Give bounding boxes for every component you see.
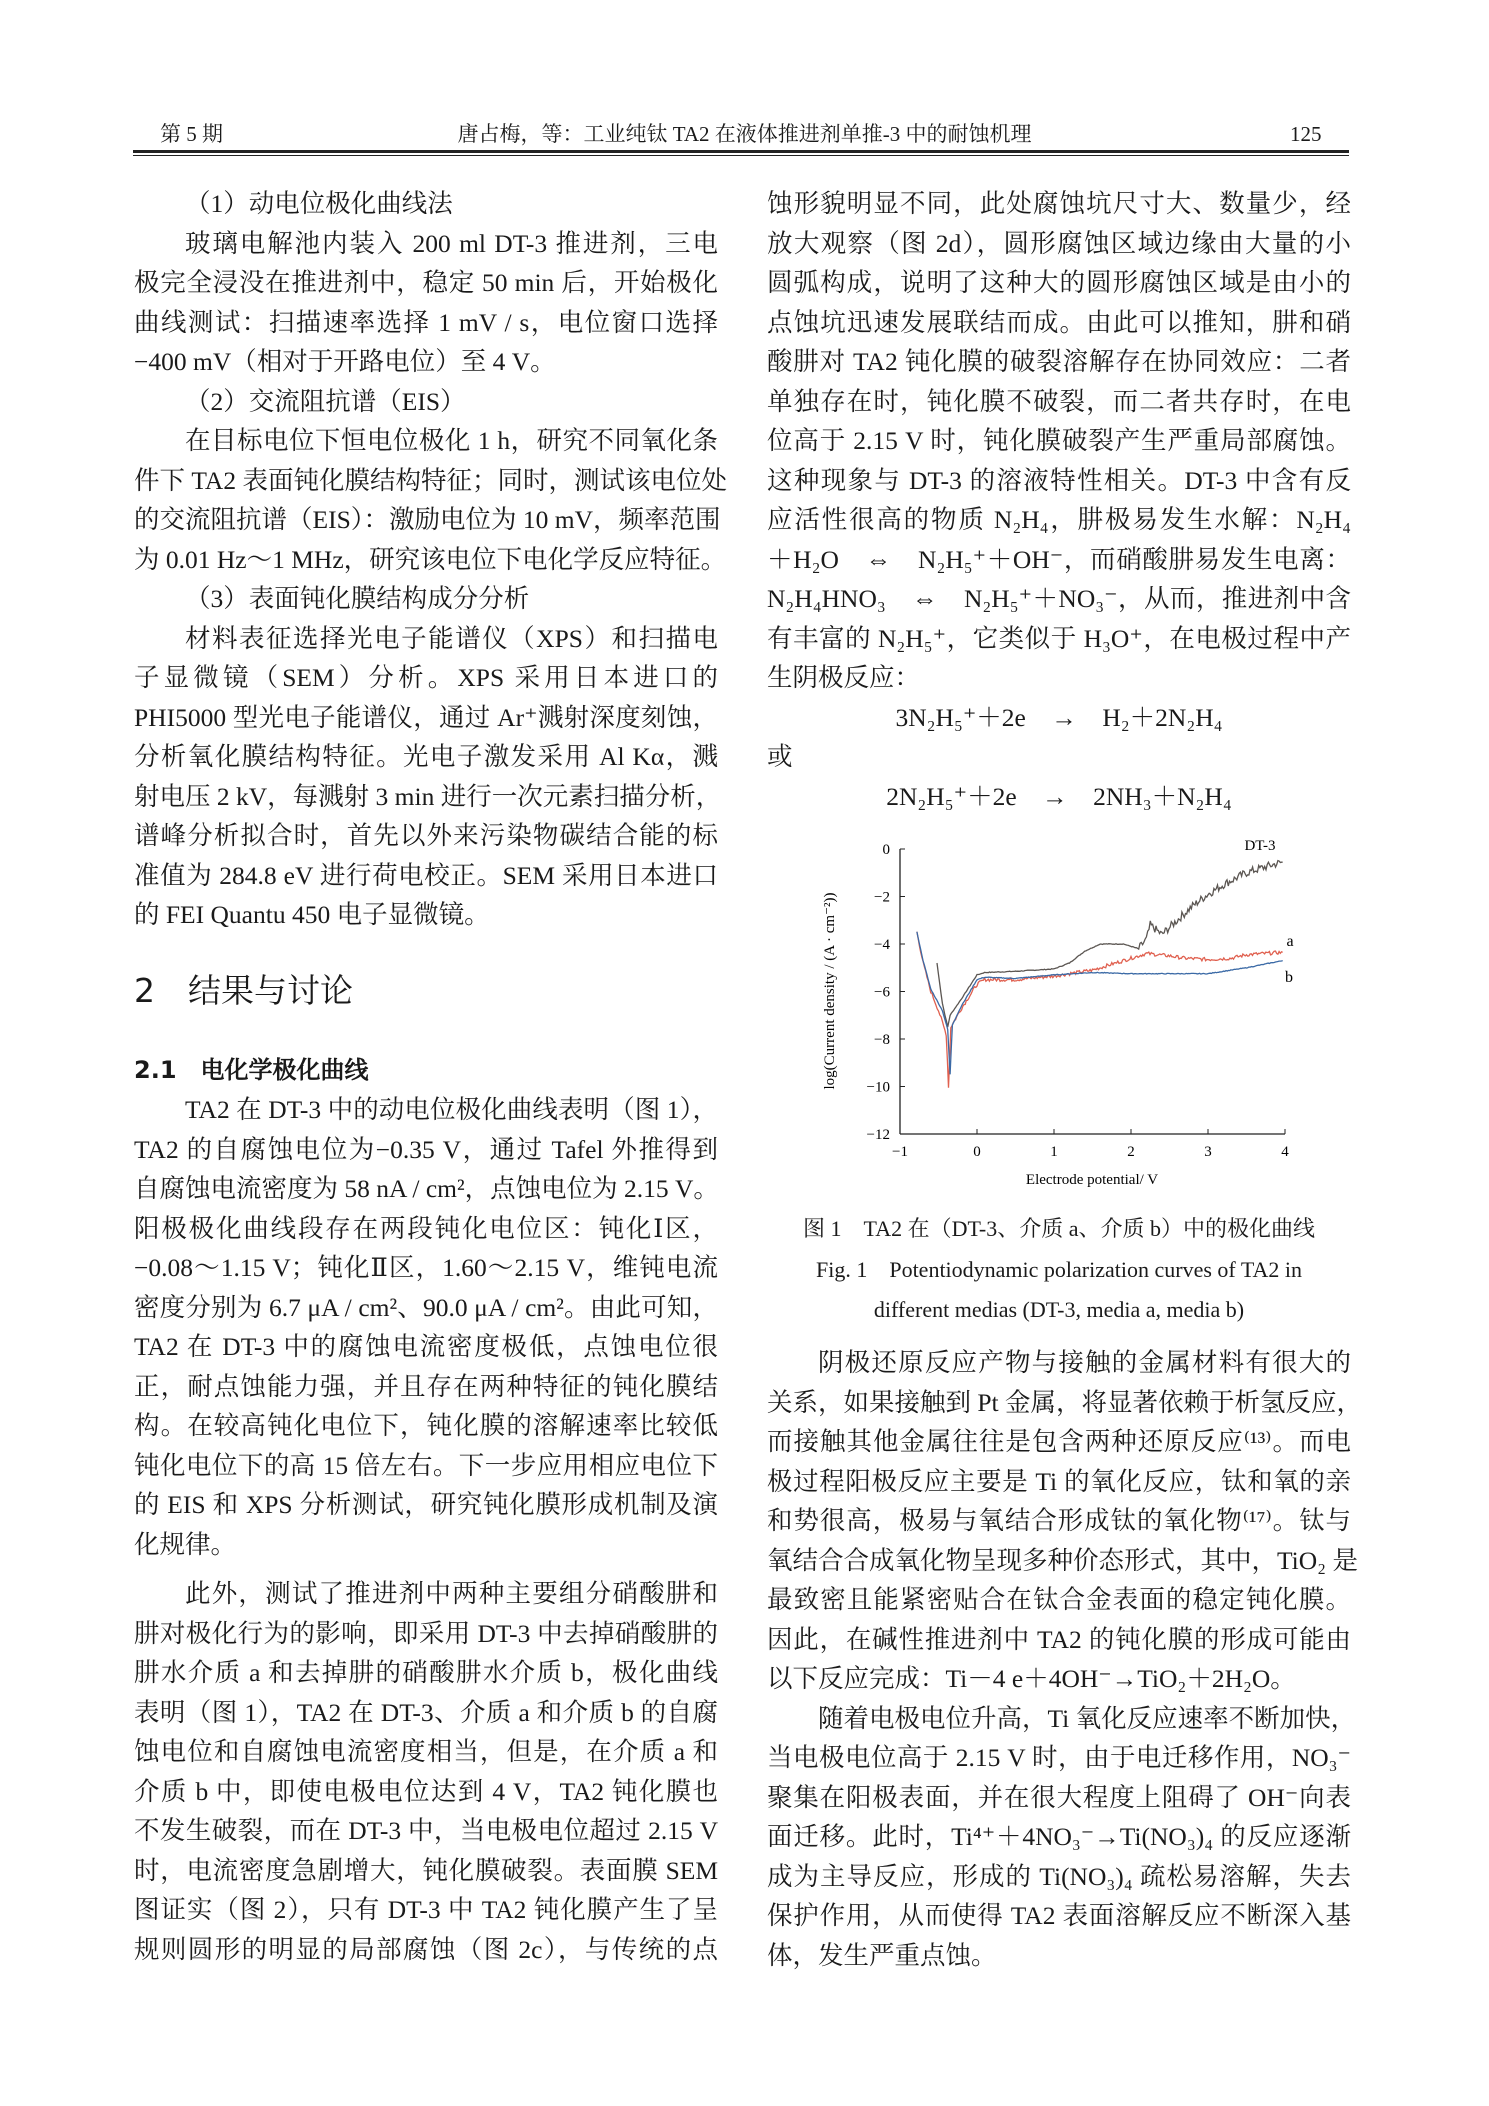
- text-line: 规则圆形的明显的局部腐蚀（图 2c），与传统的点: [134, 1934, 718, 1964]
- chart-axes: [867, 842, 1290, 1160]
- text-line: 成为主导反应，形成的 Ti(NO₃)₄ 疏松易溶解，失去: [767, 1861, 1351, 1891]
- x-tick-label: 3: [1204, 1144, 1212, 1160]
- right-column-bottom: [767, 1343, 1363, 1975]
- text-line: 和势很高，极易与氧结合形成钛的氧化物⁽¹⁷⁾。钛与: [767, 1506, 1351, 1535]
- left-column: [134, 184, 727, 1969]
- text-line: 肼对极化行为的影响，即采用 DT-3 中去掉硝酸肼的: [134, 1618, 718, 1648]
- y-tick-label: −6: [874, 984, 890, 1001]
- text-line: 玻璃电解池内装入 200 ml DT-3 推进剂，三电: [185, 228, 718, 258]
- text-line: 蚀形貌明显不同，此处腐蚀坑尺寸大、数量少，经: [767, 189, 1351, 218]
- text-line: 阴极还原反应产物与接触的金属材料有很大的: [818, 1348, 1351, 1377]
- figure-caption-cn: 图 1 TA2 在（DT-3、介质 a、介质 b）中的极化曲线: [803, 1216, 1315, 1241]
- text-line: 正，耐点蚀能力强，并且存在两种特征的钝化膜结: [134, 1371, 718, 1401]
- text-line: 准值为 284.8 eV 进行荷电校正。SEM 采用日本进口: [134, 860, 718, 890]
- series-line-dt3: [937, 861, 1283, 1028]
- x-tick-label: −1: [892, 1144, 908, 1160]
- text-line: 体，发生严重点蚀。: [767, 1940, 997, 1970]
- text-line: 的 EIS 和 XPS 分析测试，研究钝化膜形成机制及演: [134, 1490, 718, 1519]
- text-line: 而接触其他金属往往是包含两种还原反应⁽¹³⁾。而电: [767, 1427, 1351, 1456]
- y-tick-label: −10: [866, 1079, 890, 1096]
- method-heading: [134, 579, 718, 619]
- text-line: 有丰富的 N₂H₅⁺，它类似于 H₃O⁺，在电极过程中产: [767, 623, 1351, 653]
- text-line: 聚集在阳极表面，并在很大程度上阻碍了 OH⁻向表: [767, 1782, 1351, 1812]
- y-tick-label: −12: [866, 1127, 890, 1143]
- x-tick-label: 0: [973, 1144, 981, 1160]
- text-line: TA2 的自腐蚀电位为−0.35 V，通过 Tafel 外推得到: [134, 1134, 718, 1164]
- text-line: 件下 TA2 表面钝化膜结构特征；同时，测试该电位处: [134, 465, 727, 495]
- text-line: TA2 在 DT-3 中的动电位极化曲线表明（图 1），: [185, 1095, 718, 1124]
- figure-caption-en: Fig. 1 Potentiodynamic polarization curves of TA2 in: [815, 1257, 1303, 1282]
- text-line: 介质 b 中，即使电极电位达到 4 V，TA2 钝化膜也: [134, 1776, 718, 1806]
- header-rule-thin: [133, 155, 1349, 156]
- paragraph: [767, 184, 1351, 698]
- text-line: 的 FEI Quantu 450 电子显微镜。: [134, 900, 490, 929]
- text-line: 谱峰分析拟合时，首先以外来污染物碳结合能的标: [134, 821, 718, 850]
- text-line: （3）表面钝化膜结构成分分析: [185, 584, 530, 613]
- text-line: 时，电流密度急剧增大，钝化膜破裂。表面膜 SEM: [134, 1855, 718, 1885]
- text-line: 面迁移。此时，Ti⁴⁺＋4NO₃⁻→Ti(NO₃)₄ 的反应逐渐: [767, 1822, 1351, 1851]
- text-line: 极过程阳极反应主要是 Ti 的氧化反应，钛和氧的亲: [767, 1466, 1351, 1496]
- text-line: 2N₂H₅⁺＋2e → 2NH₃＋N₂H₄: [886, 781, 1232, 811]
- text-line: 为 0.01 Hz～1 MHz，研究该电位下电化学反应特征。: [134, 544, 727, 574]
- subsection-heading: [134, 1051, 718, 1091]
- chart-series: [917, 861, 1283, 1088]
- text-line: 材料表征选择光电子能谱仪（XPS）和扫描电: [185, 623, 718, 653]
- text-line: −0.08～1.15 V；钝化Ⅱ区，1.60～2.15 V，维钝电流: [134, 1253, 718, 1282]
- page-number: 125: [1290, 122, 1322, 146]
- y-tick-label: −4: [874, 937, 890, 953]
- text-line: 放大观察（图 2d），圆形腐蚀区域边缘由大量的小: [767, 228, 1351, 258]
- text-line: 子显微镜（SEM）分析。XPS 采用日本进口的: [134, 663, 718, 692]
- paragraph: [134, 224, 718, 382]
- text-line: 此外，测试了推进剂中两种主要组分硝酸肼和: [185, 1579, 718, 1608]
- series-line-b: [917, 932, 1283, 1075]
- text-line: 最致密且能紧密贴合在钛合金表面的稳定钝化膜。: [767, 1585, 1351, 1614]
- figure-caption-en-cont: different medias (DT-3, media a, media b): [873, 1297, 1245, 1322]
- text-line: 构。在较高钝化电位下，钝化膜的溶解速率比较低: [134, 1411, 718, 1440]
- text-line: 极完全浸没在推进剂中，稳定 50 min 后，开始极化: [134, 268, 718, 297]
- text-line: 或: [767, 742, 793, 771]
- text-line: 化规律。: [134, 1529, 237, 1559]
- text-line: 生阴极反应：: [767, 663, 921, 692]
- paragraph: [767, 1343, 1363, 1699]
- paragraph: [767, 1699, 1357, 1976]
- equation: [767, 777, 1351, 817]
- text-line: 这种现象与 DT-3 的溶液特性相关。DT-3 中含有反: [767, 465, 1351, 495]
- x-tick-label: 4: [1281, 1144, 1289, 1160]
- text-line: 射电压 2 kV，每溅射 3 min 进行一次元素扫描分析，: [134, 781, 722, 811]
- text-line: 阳极极化曲线段存在两段钝化电位区：钝化Ⅰ区，: [134, 1213, 718, 1243]
- issue-number: 第 5 期: [160, 122, 223, 146]
- method-heading: [134, 382, 718, 422]
- text-line: 随着电极电位升高，Ti 氧化反应速率不断加快，: [818, 1703, 1357, 1733]
- text-line: 圆弧构成，说明了这种大的圆形腐蚀区域是由小的: [767, 268, 1351, 297]
- text-line: 应活性很高的物质 N₂H₄，肼极易发生水解：N₂H₄: [767, 505, 1351, 534]
- text-line: 2.1 电化学极化曲线: [134, 1055, 369, 1084]
- text-line: 酸肼对 TA2 钝化膜的破裂溶解存在协同效应：二者: [767, 347, 1351, 376]
- text-line: 不发生破裂，而在 DT-3 中，当电极电位超过 2.15 V: [134, 1816, 718, 1845]
- text-line: −400 mV（相对于开路电位）至 4 V。: [134, 347, 556, 376]
- x-tick-label: 2: [1127, 1144, 1135, 1160]
- x-tick-label: 1: [1050, 1144, 1058, 1160]
- paragraph: [134, 421, 727, 579]
- text-line: 自腐蚀电流密度为 58 nA / cm²，点蚀电位为 2.15 V。: [134, 1174, 719, 1203]
- y-tick-label: −8: [874, 1032, 890, 1048]
- polarization-chart: [810, 820, 1330, 1210]
- text-line: 关系，如果接触到 Pt 金属，将显著依赖于析氢反应，: [767, 1387, 1363, 1417]
- text-line: 位高于 2.15 V 时，钝化膜破裂产生严重局部腐蚀。: [767, 426, 1351, 455]
- series-label-dt3: DT-3: [1244, 838, 1276, 854]
- text-line: 氧结合合成氧化物呈现多种价态形式，其中，TiO₂ 是: [767, 1545, 1358, 1575]
- text-line: （1）动电位极化曲线法: [185, 189, 453, 218]
- text-line: 钝化电位下的高 15 倍左右。下一步应用相应电位下: [134, 1450, 718, 1480]
- series-label-a: a: [1286, 933, 1294, 950]
- text-line: 在目标电位下恒电位极化 1 h，研究不同氧化条: [185, 426, 718, 455]
- y-tick-label: 0: [882, 842, 890, 858]
- equation: [767, 698, 1351, 738]
- text-line: ＋H₂O ⇔ N₂H₅⁺＋OH⁻，而硝酸肼易发生电离：: [767, 544, 1351, 574]
- text-line: 蚀电位和自腐蚀电流密度相当，但是，在介质 a 和: [134, 1737, 718, 1766]
- text-line: 图证实（图 2），只有 DT-3 中 TA2 钝化膜产生了呈: [134, 1895, 718, 1924]
- paragraph: [134, 1574, 718, 1969]
- x-axis-label: Electrode potential/ V: [1025, 1172, 1159, 1188]
- series-line-a: [917, 932, 1283, 1088]
- y-axis-label: log(Current density / (A · cm⁻²)): [822, 892, 838, 1090]
- series-label-b: b: [1285, 969, 1293, 986]
- text-line: 表明（图 1），TA2 在 DT-3、介质 a 和介质 b 的自腐: [134, 1697, 718, 1727]
- text-line: 因此，在碱性推进剂中 TA2 的钝化膜的形成可能由: [767, 1624, 1351, 1654]
- text-line: 的交流阻抗谱（EIS）：激励电位为 10 mV，频率范围: [134, 505, 721, 534]
- right-column-top: [767, 184, 1351, 816]
- text-line: 单独存在时，钝化膜不破裂，而二者共存时，在电: [767, 386, 1351, 416]
- text-line: 点蚀坑迅速发展联结而成。由此可以推知，肼和硝: [767, 307, 1351, 337]
- paragraph: [134, 619, 722, 935]
- text-line: 以下反应完成：Ti－4 e＋4OH⁻→TiO₂＋2H₂O。: [767, 1664, 1296, 1693]
- paragraph: [767, 737, 1351, 777]
- section-heading: [134, 951, 718, 1031]
- text-line: N₂H₄HNO₃ ⇔ N₂H₅⁺＋NO₃⁻，从而，推进剂中含: [767, 584, 1351, 613]
- text-line: 分析氧化膜结构特征。光电子激发采用 Al Kα，溅: [134, 742, 718, 771]
- text-line: 3N₂H₅⁺＋2e → H₂＋2N₂H₄: [895, 702, 1223, 732]
- text-line: 密度分别为 6.7 μA / cm²、90.0 μA / cm²。由此可知，: [134, 1292, 718, 1322]
- text-line: 当电极电位高于 2.15 V 时，由于电迁移作用，NO₃⁻: [767, 1743, 1351, 1772]
- text-line: （2）交流阻抗谱（EIS）: [185, 386, 466, 416]
- text-line: 肼水介质 a 和去掉肼的硝酸肼水介质 b，极化曲线: [134, 1658, 718, 1687]
- text-line: 曲线测试：扫描速率选择 1 mV / s，电位窗口选择: [134, 307, 718, 337]
- text-line: 2 结果与讨论: [134, 970, 353, 1010]
- text-line: 保护作用，从而使得 TA2 表面溶解反应不断深入基: [767, 1901, 1351, 1930]
- paragraph: [134, 1090, 718, 1564]
- running-title: 唐占梅，等：工业纯钛 TA2 在液体推进剂单推-3 中的耐蚀机理: [457, 122, 1032, 146]
- text-line: PHI5000 型光电子能谱仪，通过 Ar⁺溅射深度刻蚀，: [134, 702, 718, 732]
- header-rule: [133, 150, 1349, 153]
- text-line: TA2 在 DT-3 中的腐蚀电流密度极低，点蚀电位很: [134, 1332, 718, 1361]
- y-tick-label: −2: [874, 889, 890, 906]
- method-heading: [134, 184, 718, 224]
